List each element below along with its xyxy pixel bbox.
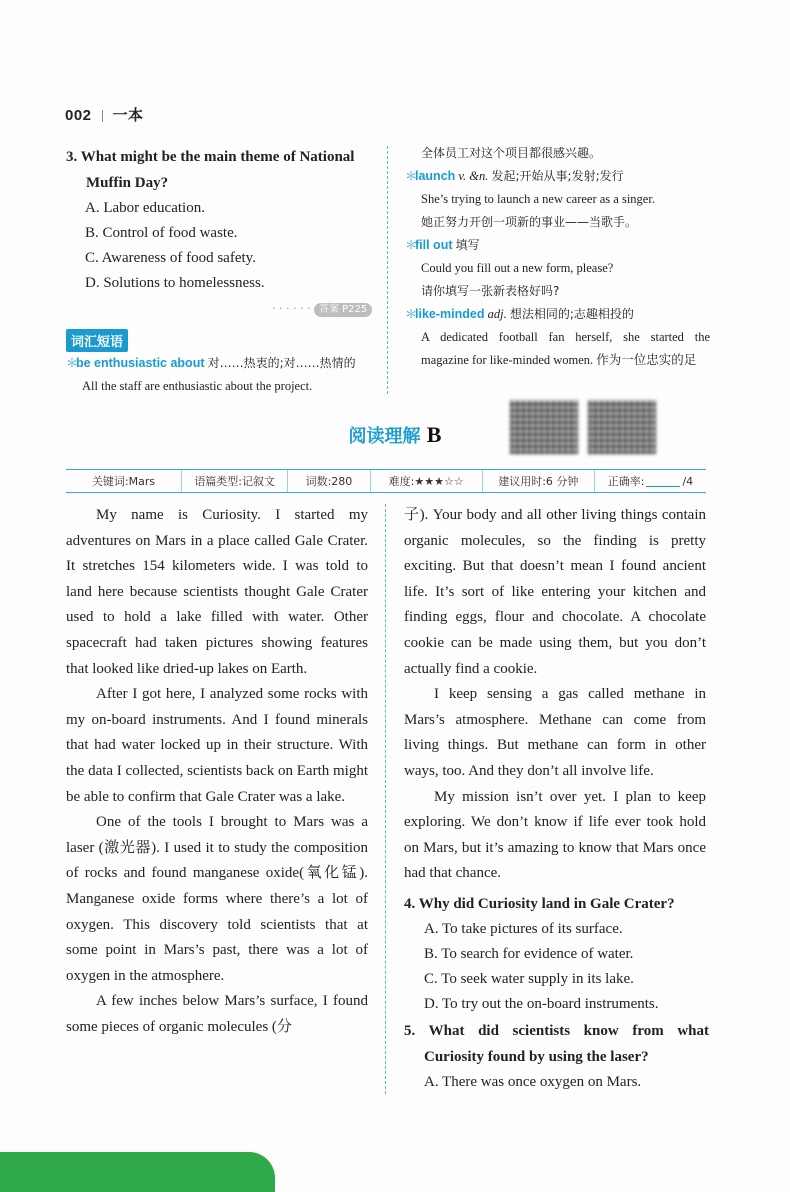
vocab-example: Could you fill out a new form, please? [421,261,614,275]
question-3 [66,144,371,296]
answer-tag [314,303,372,317]
question-4-options [404,917,709,1017]
passage-paragraph: My mission isn’t over yet. I plan to keep exploring. We don’t know if life ever took hold on Mars, but it’s amazing to know that Mars once had that chance. [404,788,706,882]
page-header [65,104,144,125]
section-letter: B [426,422,442,447]
option-a[interactable]: A. To take pictures of its surface. [424,921,623,937]
bullet-icon: ＊ [405,307,418,321]
vocab-term-line [405,165,710,188]
vocab-term: fill out [415,238,453,252]
vocab-example: All the staff are enthusiastic about the project. [82,379,313,393]
vocab-term: be enthusiastic about [76,356,205,370]
vocab-term: launch [415,169,456,183]
option-d[interactable]: D. Solutions to homelessness. [85,275,265,291]
vocab-right-column [405,142,710,372]
accuracy-total: /4 [682,474,694,488]
qr-code-icon[interactable] [510,400,578,454]
section-title-text: 阅读理解 [348,426,421,447]
info-accuracy [595,470,706,492]
vocab-example: She’s trying to launch a new career as a singer. [421,192,655,206]
question-5-stem-line: Curiosity found by using the laser? [424,1049,649,1065]
accuracy-blank[interactable] [646,476,680,487]
question-4 [404,891,709,1017]
vocab-meaning: 对……热衷的;对……热情的 [207,356,356,370]
passage-paragraph: My name is Curiosity. I started my adventures on Mars in a place called Gale Crater. It stretches 154 kilometers wide. I was told to land here because scientists thought Gale Crater used to hold a lake filled with water. Other spacecraft had taken pictures showing features that looked like dried-up lakes on Earth. [66,507,368,677]
vocab-term-line [405,303,710,326]
vocab-meaning: 发起;开始从事;发射;发行 [491,169,624,183]
bullet-icon: ＊ [405,238,418,252]
option-c[interactable]: C. Awareness of food safety. [85,250,256,266]
accuracy-label: 正确率: [607,475,645,488]
vocab-translation: 请你填写一张新表格好吗? [421,284,560,298]
info-bar [66,469,706,493]
question-5-options [404,1070,709,1095]
vocab-meaning: 想法相同的;志趣相投的 [509,307,634,321]
vocab-example: magazine for like-minded women. 作为一位忠实的足 [421,353,697,367]
bullet-icon: ＊ [66,356,79,370]
info-genre: 语篇类型:记叙文 [182,470,288,492]
vocab-title: 词汇短语 [66,329,128,352]
question-3-stem-line: Muffin Day? [86,175,169,191]
passage-right-column [404,503,706,887]
info-time: 建议用时:6 分钟 [483,470,595,492]
passage-paragraph: 子). Your body and all other living things contain organic molecules, so the finding is pretty exciting. But that doesn’t mean I found ancient life. It’s sort of like entering your kitchen and finding eggs, flour and chocolate. A chocolate cookie can be made using them, but you don’t actually find a cookie. [404,507,706,677]
question-3-stem [66,144,371,196]
section-title [0,422,790,448]
vocab-item-1 [66,352,376,398]
option-a[interactable]: A. Labor education. [85,200,205,216]
info-difficulty: 难度:★★★☆☆ [371,470,483,492]
info-words: 词数:280 [288,470,370,492]
vocab-translation: 她正努力开创一项新的事业——当歌手。 [421,215,638,229]
header-separator [102,110,103,122]
option-b[interactable]: B. To search for evidence of water. [424,946,634,962]
option-d[interactable]: D. To try out the on-board instruments. [424,996,659,1012]
answer-tag-label: 答案 [318,304,339,315]
passage-paragraph: After I got here, I analyzed some rocks with my on-board instruments. And I found minerals that had water locked up in their structure. With the data I collected, scientists back on Earth might be able to confirm that Gale Crater was a lake. [66,686,368,805]
vocab-term-line [66,352,376,375]
vocab-term: like-minded [415,307,485,321]
column-divider-top [387,146,388,394]
bottom-banner [0,1152,275,1192]
page-number: 002 [65,107,92,124]
vocab-meaning: 填写 [455,238,480,252]
column-divider-bottom [385,504,386,1094]
question-5 [404,1018,709,1095]
option-a[interactable]: A. There was once oxygen on Mars. [424,1074,642,1090]
passage-paragraph: One of the tools I brought to Mars was a laser (激光器). I used it to study the composition of rocks and found manganese oxide(氧化锰). Manganese oxide forms where there’s a lot of oxygen. This discovery told scientists that at some point in Mars’s past, there was a lot of oxygen in the atmosphere. [66,814,368,984]
answer-page: P225 [342,304,368,315]
qr-code-icon[interactable] [588,400,656,454]
vocab-translation: 全体员工对这个项目都很感兴趣。 [421,146,602,160]
vocab-term-line [405,234,710,257]
passage-left-column [66,503,368,1040]
question-3-options [66,196,371,296]
question-3-stem-line: 3. What might be the main theme of National [66,149,355,165]
answer-dots: · · · · · · [272,302,311,315]
vocab-pos: v. &n. [458,169,489,183]
option-c[interactable]: C. To seek water supply in its lake. [424,971,634,987]
vocab-pos: adj. [487,307,507,321]
answer-reference[interactable] [272,302,372,317]
question-5-stem-line: 5. What did scientists know from what [404,1023,709,1039]
option-b[interactable]: B. Control of food waste. [85,225,238,241]
vocab-example: A dedicated football fan herself, she started the [421,330,710,344]
info-keyword: 关键词:Mars [66,470,182,492]
bullet-icon: ＊ [405,169,418,183]
brand-logo: 一本 [112,106,144,124]
question-4-stem: 4. Why did Curiosity land in Gale Crater? [404,896,675,912]
passage-paragraph: A few inches below Mars’s surface, I found some pieces of organic molecules (分 [66,993,368,1035]
passage-paragraph: I keep sensing a gas called methane in Mars’s atmosphere. Methane can come from living things. But methane can form in other ways, too. And they don’t all involve life. [404,686,706,779]
